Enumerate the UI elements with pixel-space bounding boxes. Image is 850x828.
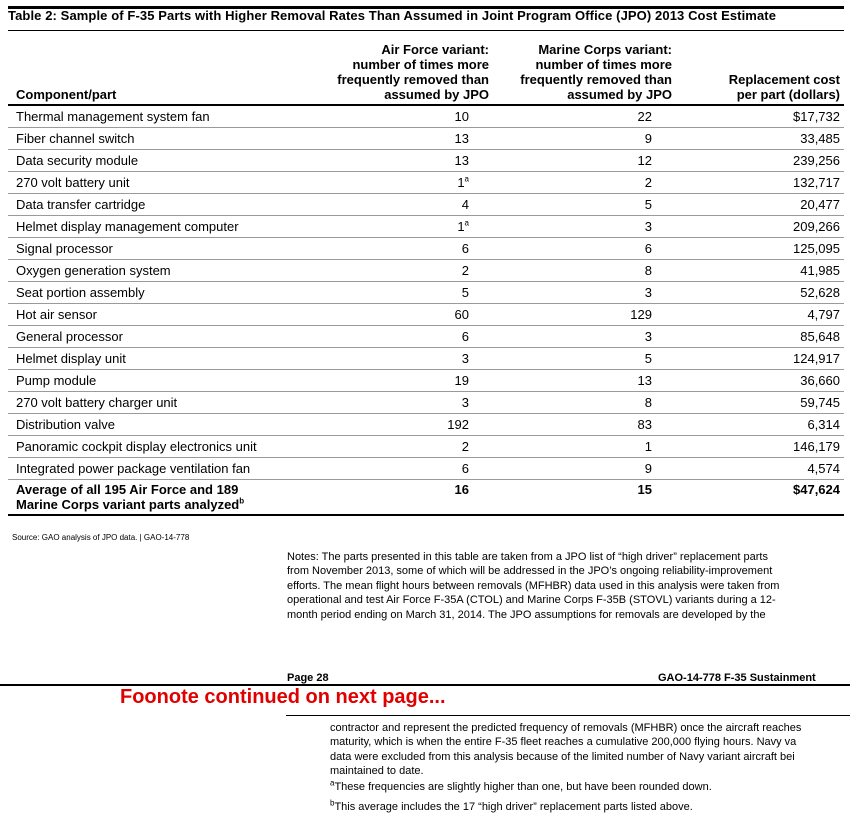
cell-marine-corps: 13 bbox=[493, 370, 676, 392]
header-line: assumed by JPO bbox=[567, 87, 672, 102]
source-line: Source: GAO analysis of JPO data. | GAO-14-778 bbox=[12, 533, 190, 542]
cell-air-force-value: 6 bbox=[461, 461, 469, 476]
cell-cost: 52,628 bbox=[676, 282, 844, 304]
text-line: from November 2013, some of which will be addressed in the JPO’s ongoing reliability-improvement bbox=[287, 565, 773, 578]
cell-marine-corps: 1 bbox=[493, 436, 676, 458]
continued-notes bbox=[330, 721, 850, 779]
cell-part: 270 volt battery unit bbox=[8, 172, 310, 194]
table-row bbox=[8, 194, 844, 216]
cell-air-force-value: 1 bbox=[457, 219, 465, 234]
cell-part: Integrated power package ventilation fan bbox=[8, 458, 310, 480]
cell-part: Oxygen generation system bbox=[8, 260, 310, 282]
table-row bbox=[8, 216, 844, 238]
header-line: Replacement cost bbox=[728, 72, 840, 87]
footnote-marker: a bbox=[464, 174, 469, 184]
cell-part: Hot air sensor bbox=[8, 304, 310, 326]
cell-average-marine-corps: 15 bbox=[493, 480, 676, 516]
cell-air-force bbox=[310, 348, 493, 370]
header-air-force bbox=[310, 42, 493, 105]
cell-air-force bbox=[310, 282, 493, 304]
cell-marine-corps: 3 bbox=[493, 326, 676, 348]
cell-average-air-force: 16 bbox=[310, 480, 493, 516]
cell-air-force-value: 13 bbox=[454, 153, 469, 168]
table-header-row bbox=[8, 42, 844, 105]
header-line: frequently removed than bbox=[520, 72, 672, 87]
cell-air-force bbox=[310, 150, 493, 172]
cell-cost: 125,095 bbox=[676, 238, 844, 260]
cell-marine-corps: 8 bbox=[493, 392, 676, 414]
table-row bbox=[8, 238, 844, 260]
cell-air-force bbox=[310, 370, 493, 392]
cell-cost: 36,660 bbox=[676, 370, 844, 392]
table-row bbox=[8, 392, 844, 414]
header-marine-corps bbox=[493, 42, 676, 105]
average-label-line2: Marine Corps variant parts analyzed bbox=[16, 497, 240, 512]
table-row bbox=[8, 105, 844, 128]
cell-part: Distribution valve bbox=[8, 414, 310, 436]
cell-marine-corps: 5 bbox=[493, 194, 676, 216]
cell-marine-corps: 9 bbox=[493, 458, 676, 480]
cell-cost: 85,648 bbox=[676, 326, 844, 348]
cell-cost: 6,314 bbox=[676, 414, 844, 436]
cell-part: Helmet display management computer bbox=[8, 216, 310, 238]
table-row bbox=[8, 348, 844, 370]
cell-marine-corps: 129 bbox=[493, 304, 676, 326]
cell-part: Data security module bbox=[8, 150, 310, 172]
header-line: Air Force variant: bbox=[381, 42, 489, 57]
cell-air-force bbox=[310, 304, 493, 326]
title-bottom-rule bbox=[8, 30, 844, 31]
footnote-a bbox=[330, 778, 712, 793]
cell-cost: 209,266 bbox=[676, 216, 844, 238]
cell-air-force-value: 10 bbox=[454, 109, 469, 124]
cell-air-force bbox=[310, 436, 493, 458]
cell-marine-corps: 8 bbox=[493, 260, 676, 282]
cell-air-force-value: 3 bbox=[461, 351, 469, 366]
cell-marine-corps: 3 bbox=[493, 282, 676, 304]
table-row bbox=[8, 128, 844, 150]
text-line: data were excluded from this analysis because of the limited number of Navy variant aircraft bei bbox=[330, 750, 795, 763]
table-row bbox=[8, 370, 844, 392]
table-row bbox=[8, 282, 844, 304]
cell-air-force bbox=[310, 194, 493, 216]
cell-air-force-value: 5 bbox=[461, 285, 469, 300]
header-line: Marine Corps variant: bbox=[538, 42, 672, 57]
text-line: contractor and represent the predicted frequency of removals (MFHBR) once the aircraft reaches bbox=[330, 722, 802, 734]
cell-marine-corps: 22 bbox=[493, 105, 676, 128]
header-line: frequently removed than bbox=[337, 72, 489, 87]
header-line: assumed by JPO bbox=[384, 87, 489, 102]
cell-air-force-value: 3 bbox=[461, 395, 469, 410]
table-body bbox=[8, 105, 844, 515]
footnote-rule bbox=[286, 715, 850, 716]
cell-air-force bbox=[310, 326, 493, 348]
cell-air-force bbox=[310, 260, 493, 282]
table-row bbox=[8, 458, 844, 480]
cell-air-force-value: 13 bbox=[454, 131, 469, 146]
cell-air-force-value: 1 bbox=[457, 175, 465, 190]
header-replacement-cost bbox=[676, 42, 844, 105]
header-line: per part (dollars) bbox=[736, 87, 840, 102]
cell-air-force-value: 2 bbox=[461, 263, 469, 278]
table-row bbox=[8, 414, 844, 436]
page-number: Page 28 bbox=[287, 672, 329, 684]
footnote-a-mark: a bbox=[330, 778, 335, 788]
cell-marine-corps: 3 bbox=[493, 216, 676, 238]
cell-cost: 41,985 bbox=[676, 260, 844, 282]
continued-banner: Foonote continued on next page... bbox=[120, 686, 446, 708]
text-line: month period ending on March 31, 2014. The JPO assumptions for removals are developed by the bbox=[287, 608, 766, 621]
cell-cost: 124,917 bbox=[676, 348, 844, 370]
cell-marine-corps: 12 bbox=[493, 150, 676, 172]
footnote-b-mark: b bbox=[330, 798, 335, 808]
cell-cost: 239,256 bbox=[676, 150, 844, 172]
cell-average-cost: $47,624 bbox=[676, 480, 844, 516]
table-row bbox=[8, 150, 844, 172]
average-label-line1: Average of all 195 Air Force and 189 bbox=[16, 482, 239, 497]
table-row bbox=[8, 326, 844, 348]
cell-air-force bbox=[310, 238, 493, 260]
cell-air-force bbox=[310, 414, 493, 436]
cell-air-force bbox=[310, 216, 493, 238]
text-line: Notes: The parts presented in this table are taken from a JPO list of “high driver” replacement parts bbox=[287, 551, 768, 563]
cell-marine-corps: 2 bbox=[493, 172, 676, 194]
cell-air-force bbox=[310, 458, 493, 480]
text-line: operational and test Air Force F-35A (CTOL) and Marine Corps F-35B (STOVL) variants during a 12- bbox=[287, 594, 776, 607]
cell-cost: 4,797 bbox=[676, 304, 844, 326]
cell-air-force bbox=[310, 105, 493, 128]
text-line: maturity, which is when the entire F-35 fleet reaches a cumulative 200,000 flying hours. Navy va bbox=[330, 736, 797, 749]
cell-air-force-value: 60 bbox=[454, 307, 469, 322]
cell-cost: $17,732 bbox=[676, 105, 844, 128]
report-id: GAO-14-778 F-35 Sustainment bbox=[658, 672, 816, 684]
footnote-a-text: These frequencies are slightly higher than one, but have been rounded down. bbox=[334, 781, 712, 793]
cell-air-force-value: 19 bbox=[454, 373, 469, 388]
cell-part: Pump module bbox=[8, 370, 310, 392]
cell-marine-corps: 9 bbox=[493, 128, 676, 150]
header-line: Component/part bbox=[16, 87, 117, 102]
cell-average-label bbox=[8, 480, 310, 516]
footnote-marker: a bbox=[464, 218, 469, 228]
cell-marine-corps: 83 bbox=[493, 414, 676, 436]
cell-air-force-value: 2 bbox=[461, 439, 469, 454]
table-row bbox=[8, 260, 844, 282]
footnote-b-text: This average includes the 17 “high driver” replacement parts listed above. bbox=[334, 801, 693, 813]
cell-cost: 59,745 bbox=[676, 392, 844, 414]
parts-table-container bbox=[8, 42, 844, 516]
cell-part: 270 volt battery charger unit bbox=[8, 392, 310, 414]
cell-part: General processor bbox=[8, 326, 310, 348]
parts-table bbox=[8, 42, 844, 516]
cell-air-force bbox=[310, 172, 493, 194]
cell-part: Signal processor bbox=[8, 238, 310, 260]
cell-cost: 20,477 bbox=[676, 194, 844, 216]
table-row bbox=[8, 172, 844, 194]
header-line: number of times more bbox=[535, 57, 672, 72]
footnote-b bbox=[330, 798, 693, 813]
cell-part: Panoramic cockpit display electronics unit bbox=[8, 436, 310, 458]
table-title: Table 2: Sample of F-35 Parts with Higher Removal Rates Than Assumed in Joint Program Office (JPO) 2013 Cost Estimate bbox=[8, 8, 777, 23]
cell-marine-corps: 5 bbox=[493, 348, 676, 370]
text-line: efforts. The mean flight hours between removals (MFHBR) data used in this analysis were taken from bbox=[287, 579, 780, 592]
cell-cost: 33,485 bbox=[676, 128, 844, 150]
cell-marine-corps: 6 bbox=[493, 238, 676, 260]
cell-air-force-value: 6 bbox=[461, 329, 469, 344]
cell-cost: 146,179 bbox=[676, 436, 844, 458]
table-row bbox=[8, 436, 844, 458]
cell-part: Fiber channel switch bbox=[8, 128, 310, 150]
footnote-marker: b bbox=[239, 496, 245, 506]
cell-part: Helmet display unit bbox=[8, 348, 310, 370]
header-line: number of times more bbox=[352, 57, 489, 72]
cell-air-force bbox=[310, 128, 493, 150]
notes-paragraph bbox=[287, 550, 842, 622]
cell-part: Data transfer cartridge bbox=[8, 194, 310, 216]
table-row bbox=[8, 304, 844, 326]
cell-air-force bbox=[310, 392, 493, 414]
header-component bbox=[8, 42, 310, 105]
text-line: maintained to date. bbox=[330, 765, 424, 778]
cell-cost: 4,574 bbox=[676, 458, 844, 480]
cell-cost: 132,717 bbox=[676, 172, 844, 194]
average-row bbox=[8, 480, 844, 516]
cell-air-force-value: 192 bbox=[447, 417, 469, 432]
cell-part: Thermal management system fan bbox=[8, 105, 310, 128]
cell-air-force-value: 6 bbox=[461, 241, 469, 256]
cell-air-force-value: 4 bbox=[461, 197, 469, 212]
cell-part: Seat portion assembly bbox=[8, 282, 310, 304]
